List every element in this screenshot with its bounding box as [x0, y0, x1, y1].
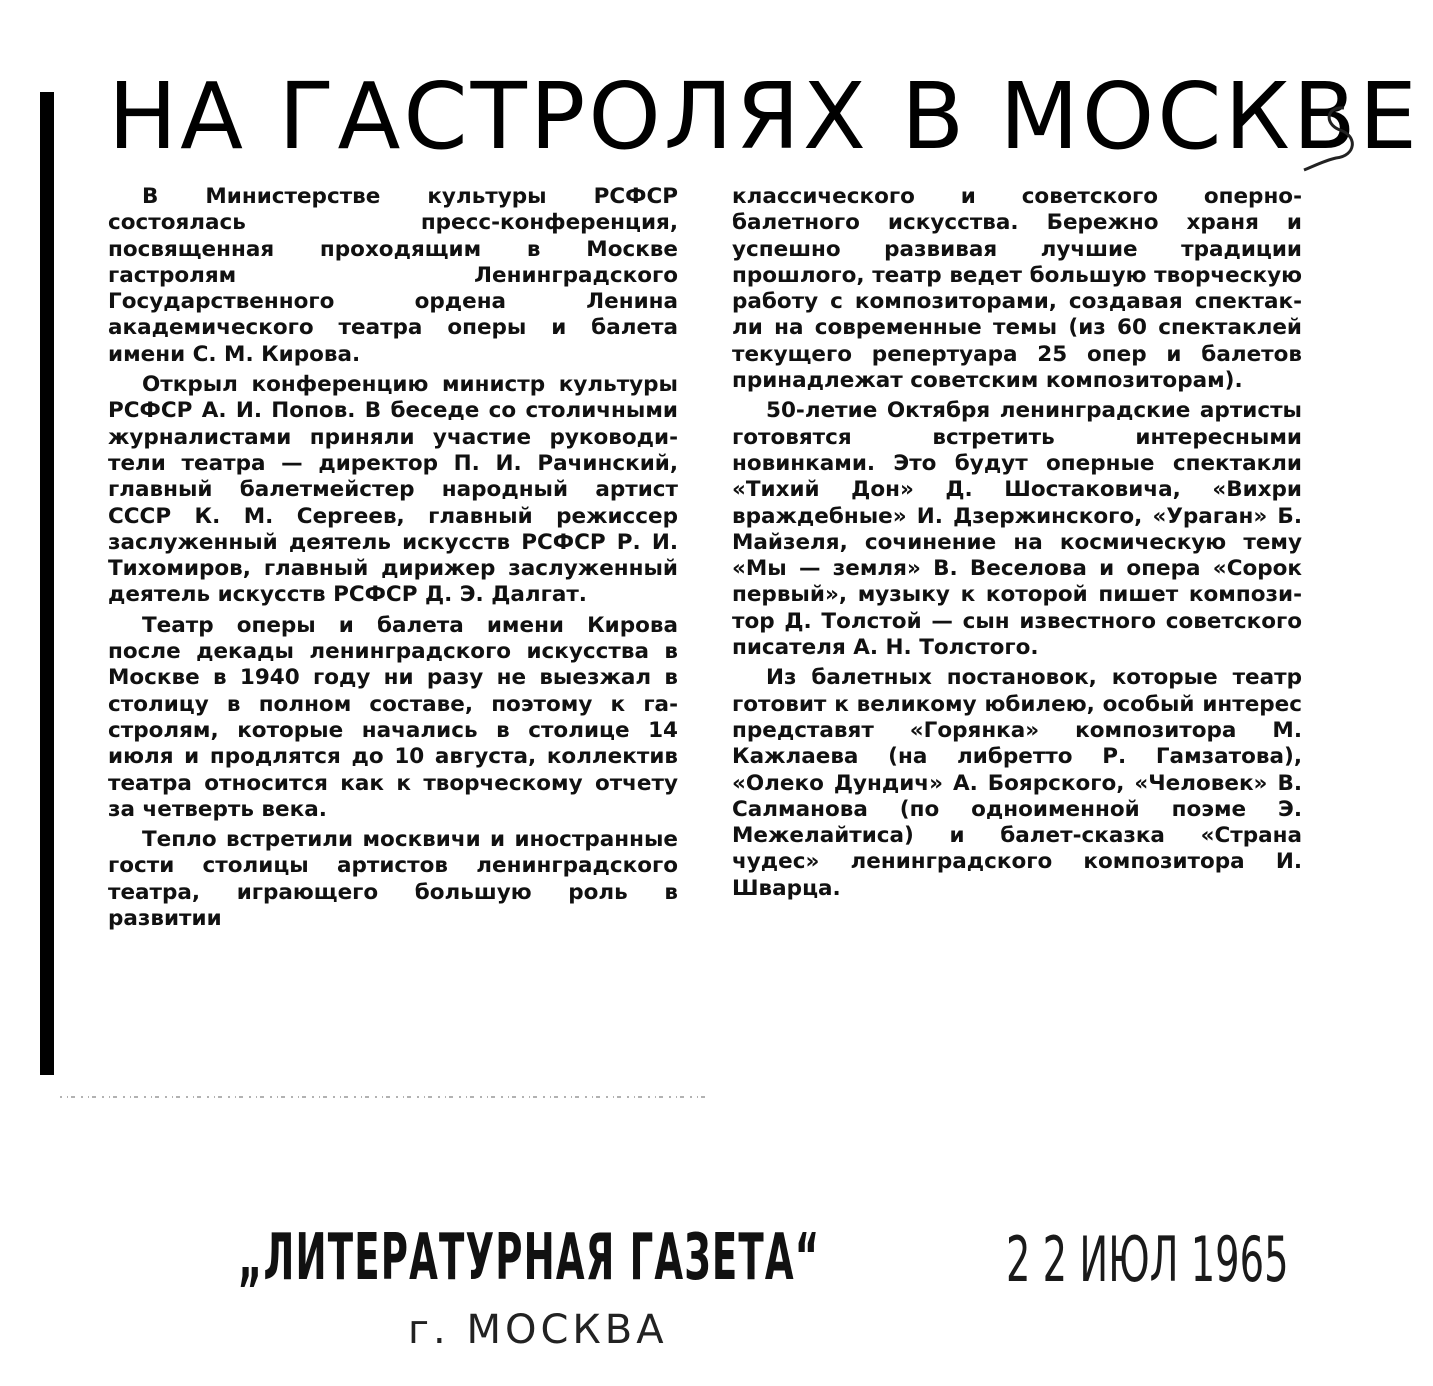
article-paragraph: В Министерстве культуры РСФСР состоялась пресс-конференция, посвященная проходящим в Москве гастролям Ленинградского Государственного ордена Ленина академического театра оперы и балета имени С. М. Кирова. — [108, 184, 678, 367]
article-column-right — [732, 184, 1302, 906]
date-stamp: 2 2 ИЮЛ 1965 — [1006, 1223, 1289, 1296]
margin-rule — [40, 92, 54, 1075]
article-headline: НА ГАСТРОЛЯХ В МОСКВЕ — [108, 63, 1421, 170]
newspaper-name-stamp: „ЛИТЕРАТУРНАЯ ГАЗЕТА“ — [238, 1221, 821, 1295]
article-paragraph: Тепло встретили москвичи и иностранные гости столицы артистов ленинградского театра, играющего большую роль в развитии — [108, 827, 678, 932]
article-paragraph: Открыл конференцию министр культуры РСФСР А. И. Попов. В беседе со столичными журналистами приняли участие руководители театра — директор П. И. Рачинский, главный балетмейстер народный артист СССР К. М. Сергеев, главный режиссер заслуженный деятель искусств РСФСР Р. И. Тихомиров, главный дирижер заслуженный деятель искусств РСФСР Д. Э. Далгат. — [108, 372, 678, 608]
city-stamp: г. МОСКВА — [408, 1307, 668, 1353]
print-speckle-line — [60, 1092, 710, 1102]
article-paragraph: Из балетных постановок, которые театр готовит к великому юбилею, особый интерес представят «Горянка» композитора М. Кажлаева (на либретто Р. Гамзатова), «Олеко Дундич» А. Боярского, «Человек» В. Салманова (по одноименной поэме Э. Межелайтиса) и балет-сказка «Страна чудес» ленинградского композитора И. Шварца. — [732, 665, 1302, 901]
article-paragraph: Театр оперы и балета имени Кирова после декады ленинградского искусства в Москве в 1940 году ни разу не выезжал в столицу в полном составе, поэтому к гастролям, которые начались в столице 14 июля и продлятся до 10 августа, коллектив театра относится как к творческому отчету за четверть века. — [108, 612, 678, 822]
article-paragraph: классического и советского оперно-балетного искусства. Бережно храня и успешно развивая лучшие традиции прошлого, театр ведет большую творческую работу с композиторами, создавая спектакли на современные темы (из 60 спектаклей текущего репертуара 25 опер и балетов принадлежат советским композиторам). — [732, 184, 1302, 394]
article-column-left — [108, 184, 678, 936]
pencil-mark — [1296, 100, 1366, 180]
article-paragraph: 50-летие Октября ленинградские артисты готовятся встретить интересными новинками. Это будут оперные спектакли «Тихий Дон» Д. Шостаковича, «Вихри враждебные» И. Дзержинского, «Ураган» Б. Майзеля, сочинение на космическую тему «Мы — земля» В. Веселова и опера «Сорок первый», музыку к которой пишет композитор Д. Толстой — сын известного советского писателя А. Н. Толстого. — [732, 398, 1302, 661]
